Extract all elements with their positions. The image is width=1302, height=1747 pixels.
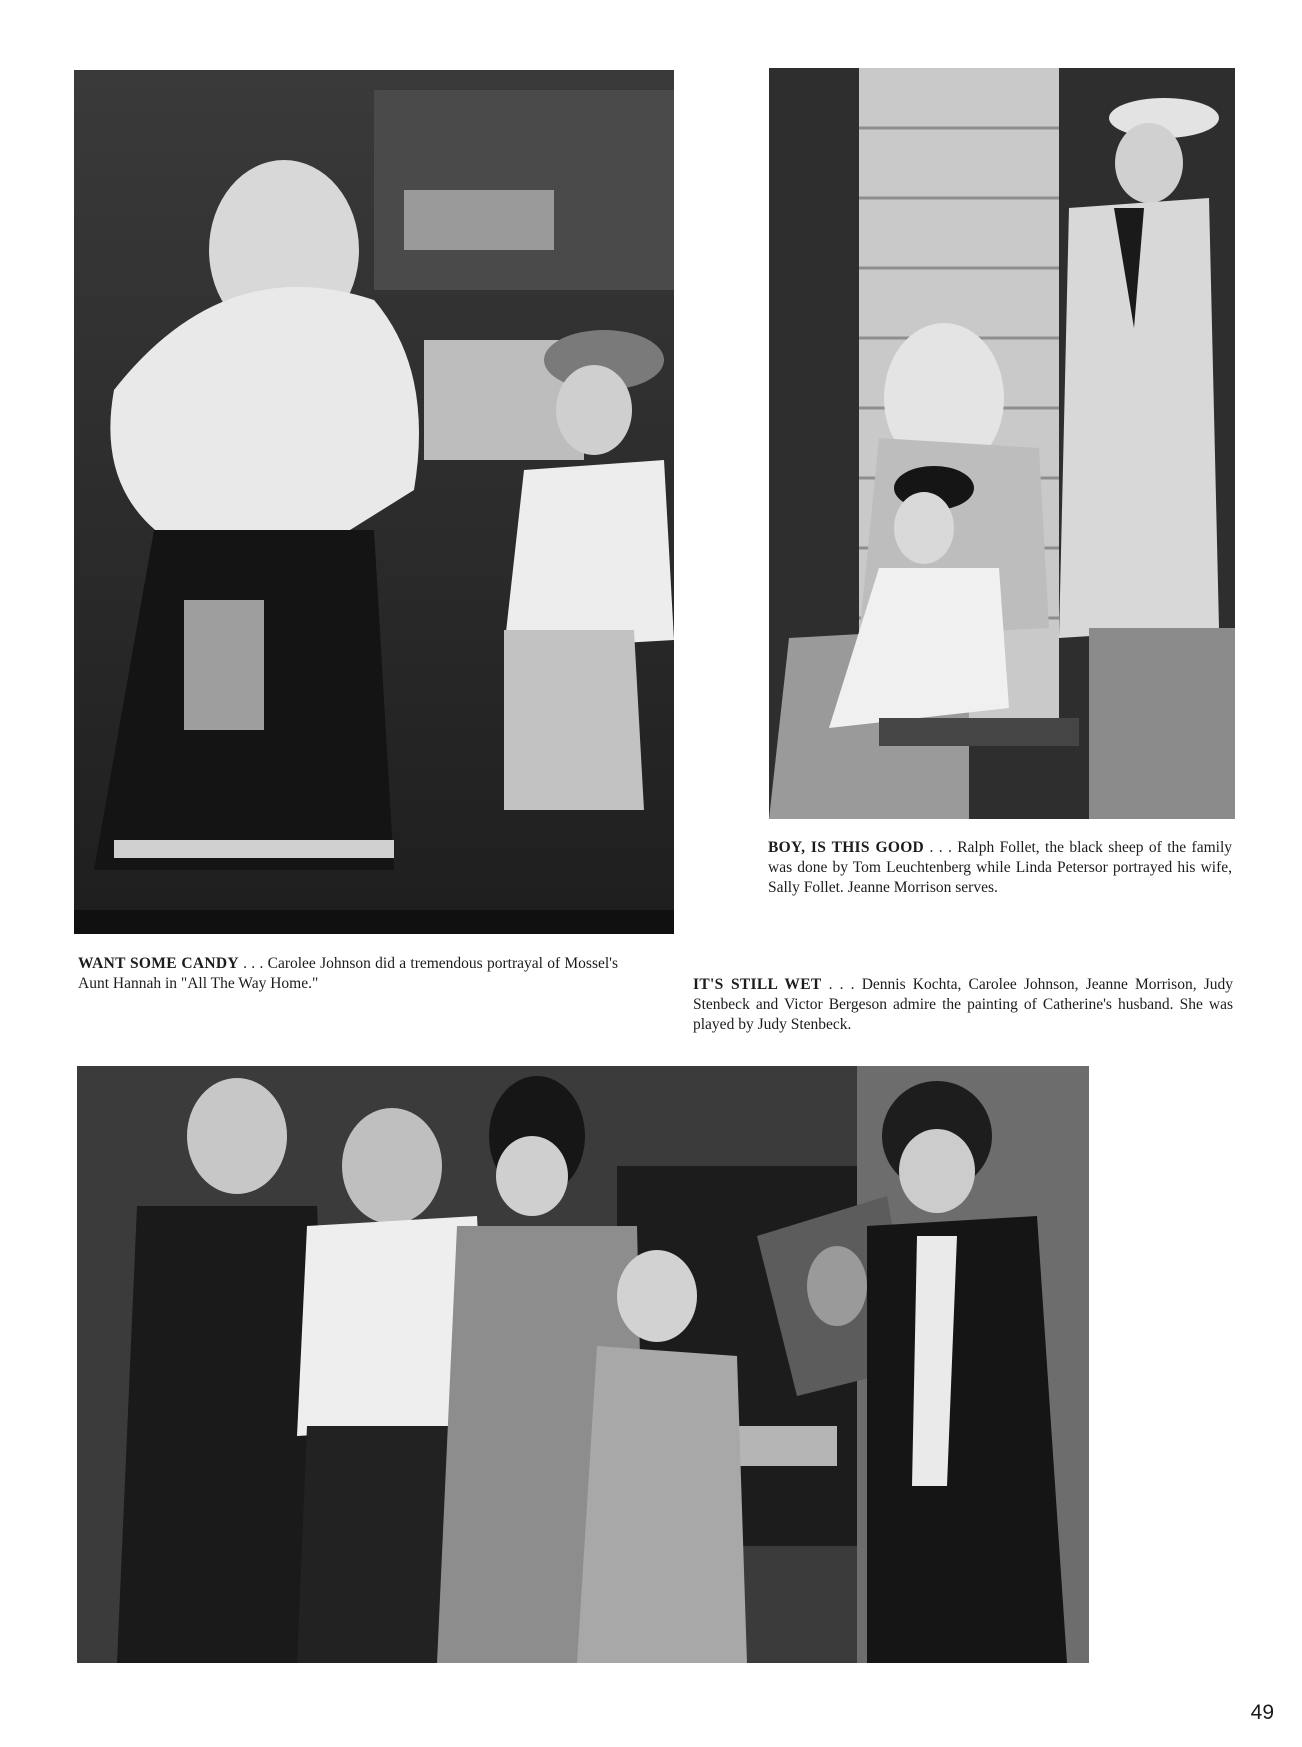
- photo-good-image: [769, 68, 1235, 819]
- photo-boy-is-this-good: [769, 68, 1235, 819]
- caption-its-still-wet: [693, 975, 1233, 1035]
- photo-wet-image: [77, 1066, 1089, 1663]
- caption-boy-is-this-good: [768, 838, 1232, 898]
- caption-body: . . . Ralph Follet, the black sheep of the family was done by Tom Leuchtenberg while Linda Petersor portrayed his wife, Sally Follet. Jeanne Morrison serves.: [768, 839, 1232, 896]
- photo-its-still-wet: [77, 1066, 1089, 1663]
- caption-want-some-candy: [78, 954, 618, 994]
- photo-want-some-candy: [74, 70, 674, 934]
- page-number: 49: [1250, 1701, 1274, 1724]
- photo-candy-image: [74, 70, 674, 934]
- caption-lead: BOY, IS THIS GOOD: [768, 839, 925, 856]
- caption-body: . . . Dennis Kochta, Carolee Johnson, Jeanne Morrison, Judy Stenbeck and Victor Bergeson admire the painting of Catherine's husband. She was played by Judy Stenbeck.: [693, 976, 1233, 1033]
- caption-lead: WANT SOME CANDY: [78, 955, 239, 972]
- caption-lead: IT'S STILL WET: [693, 976, 822, 993]
- caption-body: . . . Carolee Johnson did a tremendous portrayal of Mossel's Aunt Hannah in "All The Way Home.": [78, 955, 618, 992]
